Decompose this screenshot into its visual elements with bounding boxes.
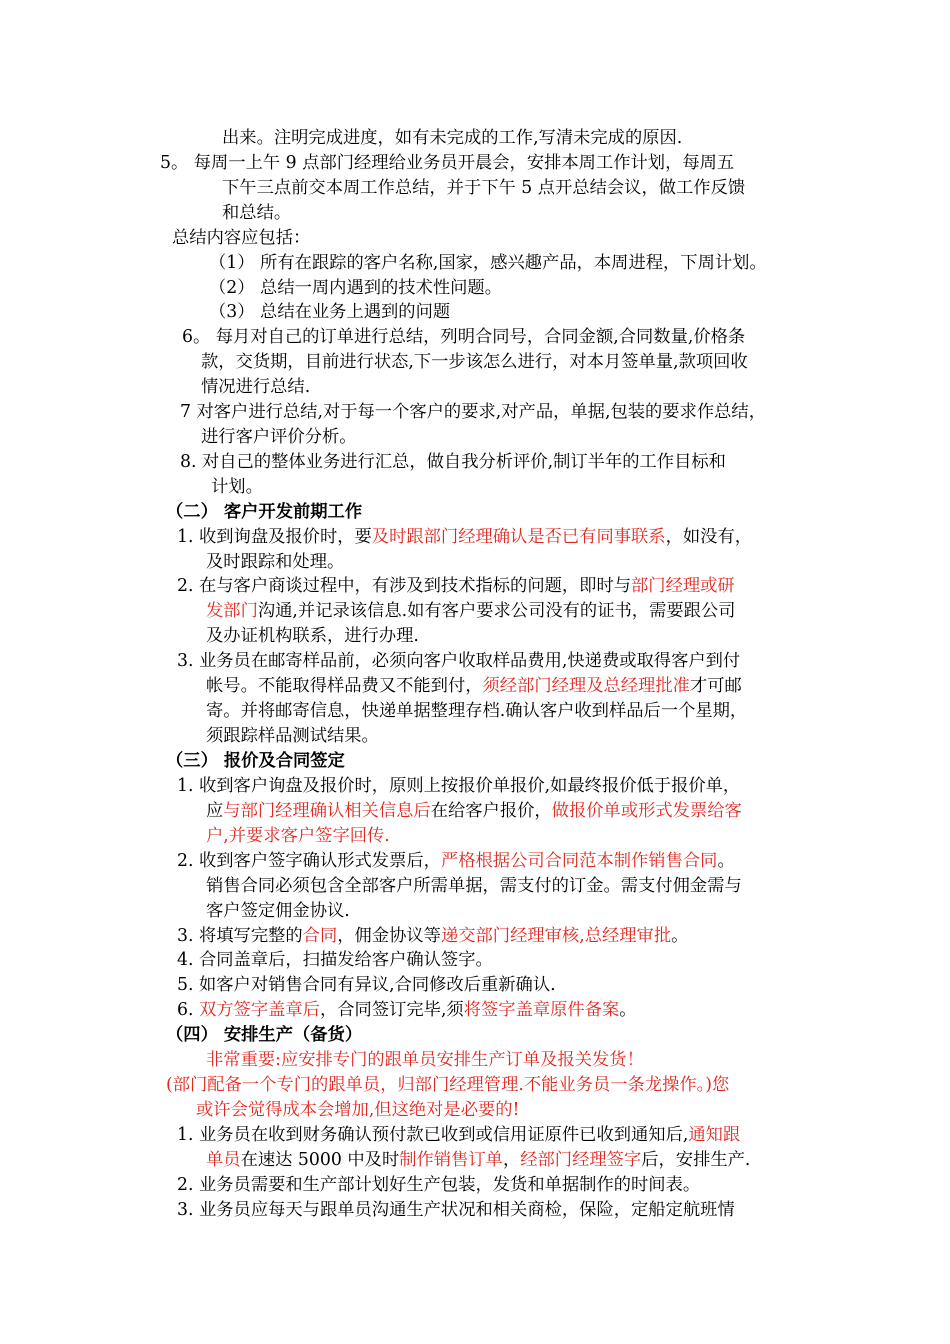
highlighted-text: 部门经理或研 xyxy=(631,576,735,596)
text-span: 8. 对自己的整体业务进行汇总，做自我分析评价,制订半年的工作目标和 xyxy=(180,452,726,472)
text-span: 1. 业务员在收到财务确认预付款已收到或信用证原件已收到通知后, xyxy=(177,1125,689,1145)
text-span: （二） 客户开发前期工作 xyxy=(166,502,363,522)
text-line xyxy=(166,1073,729,1097)
text-line xyxy=(209,251,767,275)
text-span: 下午三点前交本周工作总结，并于下午 5 点开总结会议，做工作反馈 xyxy=(222,178,746,198)
text-line xyxy=(172,226,310,250)
section-heading xyxy=(166,1023,362,1047)
highlighted-text: 双方签字盖章后 xyxy=(198,1000,320,1020)
text-span: 5. 如客户对销售合同有异议,合同修改后重新确认. xyxy=(177,975,556,995)
text-line xyxy=(177,1123,740,1147)
text-line xyxy=(201,375,310,399)
text-span: （2） 总结一周内遇到的技术性问题。 xyxy=(209,278,502,298)
text-span: 。 xyxy=(717,851,735,871)
text-span: ， xyxy=(502,1150,521,1170)
text-line xyxy=(177,525,752,549)
text-line xyxy=(206,699,747,723)
text-span: ，合同签订完毕,须 xyxy=(319,1000,464,1020)
text-span: 才可邮 xyxy=(689,676,742,696)
highlighted-text: 将签字盖章原件备案 xyxy=(463,1000,620,1020)
highlighted-text: 严格根据公司合同范本制作销售合同 xyxy=(440,851,718,871)
text-span: 6。 每月对自己的订单进行总结，列明合同号，合同金额,合同数量,价格条 xyxy=(182,327,746,347)
highlighted-text: 做报价单或形式发票给客 xyxy=(551,801,742,821)
highlighted-text: 单员 xyxy=(206,1150,241,1170)
text-span: 寄。并将邮寄信息，快递单据整理存档.确认客户收到样品后一个星期， xyxy=(206,701,748,721)
text-line xyxy=(206,1048,644,1072)
text-line xyxy=(206,899,350,923)
text-span: （四） 安排生产（备货） xyxy=(166,1025,363,1045)
text-line xyxy=(206,1148,750,1172)
text-line xyxy=(177,574,735,598)
text-span: 出来。注明完成进度，如有未完成的工作,写清未完成的原因. xyxy=(222,128,683,148)
text-line xyxy=(177,998,637,1022)
text-span: 1. 收到询盘及报价时，要 xyxy=(177,527,372,547)
text-span: 2. 收到客户签字确认形式发票后， xyxy=(177,851,441,871)
text-span: 3. 业务员在邮寄样品前，必须向客户收取样品费用,快递费或取得客户到付 xyxy=(177,651,741,671)
text-line xyxy=(211,475,263,499)
text-line xyxy=(222,126,682,150)
text-line xyxy=(222,201,291,225)
text-span: 总结内容应包括： xyxy=(172,228,311,248)
text-line xyxy=(182,325,745,349)
highlighted-text: 合同 xyxy=(302,926,338,946)
text-span: 款，交货期，目前进行状态,下一步该怎么进行，对本月签单量,款项回收 xyxy=(201,352,748,372)
text-span: 帐号。不能取得样品费又不能到付， xyxy=(206,676,483,696)
highlighted-text: 或许会觉得成本会增加,但这绝对是必要的! xyxy=(196,1100,520,1120)
highlighted-text: 及时跟部门经理确认是否已有同事联系 xyxy=(371,527,666,547)
text-line xyxy=(196,1098,520,1122)
text-line xyxy=(177,774,740,798)
text-span: 2. 在与客户商谈过程中，有涉及到技术指标的问题，即时与 xyxy=(177,576,632,596)
text-line xyxy=(209,300,450,324)
highlighted-text: 与部门经理确认相关信息后 xyxy=(223,801,431,821)
section-heading xyxy=(166,500,362,524)
text-span: 和总结。 xyxy=(222,203,292,223)
text-line xyxy=(177,973,556,997)
text-span: 后，安排生产. xyxy=(641,1150,751,1170)
highlighted-text: 户,并要求客户签字回传. xyxy=(206,826,390,846)
text-line xyxy=(206,550,344,574)
text-span: 应 xyxy=(206,801,224,821)
text-span: 。 xyxy=(671,926,689,946)
text-line xyxy=(209,276,502,300)
text-span: 在给客户报价， xyxy=(430,801,552,821)
highlighted-text: 通知跟 xyxy=(688,1125,741,1145)
text-span: ，佣金协议等 xyxy=(337,926,441,946)
text-span: 。 xyxy=(619,1000,637,1020)
text-line xyxy=(177,649,740,673)
text-span: 客户签定佣金协议. xyxy=(206,901,350,921)
text-line xyxy=(201,350,748,374)
highlighted-text: 发部门 xyxy=(206,601,258,621)
text-line xyxy=(201,425,357,449)
text-line xyxy=(206,799,742,823)
text-span: （三） 报价及合同签定 xyxy=(166,751,345,771)
text-span: 进行客户评价分析。 xyxy=(201,427,357,447)
text-line xyxy=(180,450,726,474)
text-span: 沟通,并记录该信息.如有客户要求公司没有的证书，需要跟公司 xyxy=(257,601,736,621)
text-span: ，如没有， xyxy=(665,527,753,547)
text-span: 在速达 5000 中及时 xyxy=(240,1150,400,1170)
text-span: 2. 业务员需要和生产部计划好生产包装，发货和单据制作的时间表。 xyxy=(177,1175,701,1195)
section-heading xyxy=(166,749,345,773)
text-span: 情况进行总结. xyxy=(201,377,311,397)
text-line xyxy=(177,1173,700,1197)
text-line xyxy=(206,724,379,748)
text-line xyxy=(160,151,734,175)
text-line xyxy=(206,874,742,898)
text-line xyxy=(222,176,745,200)
text-span: 7 对客户进行总结,对于每一个客户的要求,对产品，单据,包装的要求作总结， xyxy=(180,402,766,422)
text-span: 计划。 xyxy=(211,477,263,497)
highlighted-text: 制作销售订单 xyxy=(399,1150,503,1170)
text-line xyxy=(177,1198,735,1222)
text-line xyxy=(177,924,688,948)
text-line xyxy=(206,624,419,648)
text-span: 1. 收到客户询盘及报价时，原则上按报价单报价,如最终报价低于报价单， xyxy=(177,776,741,796)
highlighted-text: 非常重要:应安排专门的跟单员安排生产订单及报关发货！ xyxy=(206,1050,644,1070)
text-span: 及办证机构联系，进行办理. xyxy=(206,626,419,646)
text-span: 须跟踪样品测试结果。 xyxy=(206,726,379,746)
text-line xyxy=(206,599,735,623)
text-span: 及时跟踪和处理。 xyxy=(206,552,345,572)
text-span: （3） 总结在业务上遇到的问题 xyxy=(209,302,451,322)
highlighted-text: 须经部门经理及总经理批准 xyxy=(482,676,690,696)
text-line xyxy=(180,400,766,424)
text-span: 3. 业务员应每天与跟单员沟通生产状况和相关商检，保险，定船定航班情 xyxy=(177,1200,735,1220)
text-span: （1） 所有在跟踪的客户名称,国家，感兴趣产品，本周进程，下周计划。 xyxy=(209,253,767,273)
text-line xyxy=(206,674,742,698)
highlighted-text: 经部门经理签字 xyxy=(520,1150,642,1170)
text-line xyxy=(177,849,735,873)
highlighted-text: (部门配备一个专门的跟单员，归部门经理管理.不能业务员一条龙操作。)您 xyxy=(166,1075,730,1095)
text-span: 销售合同必须包含全部客户所需单据，需支付的订金。需支付佣金需与 xyxy=(206,876,742,896)
highlighted-text: 递交部门经理审核,总经理审批 xyxy=(440,926,672,946)
text-span: 6. xyxy=(177,1000,199,1020)
text-line xyxy=(206,824,390,848)
text-span: 3. 将填写完整的 xyxy=(177,926,303,946)
text-line xyxy=(177,948,493,972)
text-span: 5。 每周一上午 9 点部门经理给业务员开晨会，安排本周工作计划，每周五 xyxy=(160,153,735,173)
text-span: 4. 合同盖章后，扫描发给客户确认签字。 xyxy=(177,950,493,970)
